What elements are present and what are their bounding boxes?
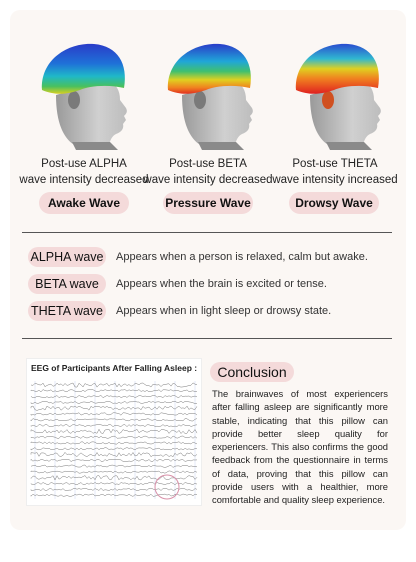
- conclusion-title: Conclusion: [210, 362, 294, 382]
- wave-label-alpha: ALPHA wave: [28, 247, 106, 267]
- theta-caption: [265, 156, 405, 188]
- eeg-title: EEG of Participants After Falling Asleep :: [31, 363, 198, 373]
- divider-bottom: [22, 338, 392, 339]
- beta-caption-line1: Post-use BETA: [169, 158, 247, 170]
- eeg-trace: [31, 442, 197, 444]
- beta-caption-line2: wave intensity decreased: [143, 174, 273, 186]
- wave-desc-beta: Appears when the brain is excited or tense.: [116, 278, 327, 290]
- eeg-trace: [31, 482, 197, 484]
- eeg-trace: [31, 401, 197, 403]
- eeg-chart-image: [26, 358, 202, 506]
- eeg-trace: [31, 452, 197, 456]
- eeg-trace: [31, 383, 197, 387]
- eeg-trace: [31, 471, 197, 473]
- theta-caption-line2: wave intensity increased: [272, 174, 398, 186]
- eeg-trace: [31, 396, 197, 398]
- stamp-icon: [155, 475, 179, 499]
- eeg-trace: [31, 488, 197, 490]
- head-illustrations: [0, 40, 416, 150]
- theta-head-illustration: [292, 40, 392, 150]
- beta-caption: [138, 156, 278, 188]
- pressure-wave-tag: Pressure Wave: [163, 192, 253, 214]
- eeg-trace: [31, 459, 197, 461]
- alpha-caption-line1: Post-use ALPHA: [41, 158, 127, 170]
- awake-wave-tag: Awake Wave: [39, 192, 129, 214]
- eeg-trace: [31, 406, 197, 410]
- eeg-trace: [31, 390, 197, 392]
- alpha-head-illustration: [38, 40, 138, 150]
- conclusion-text: The brainwaves of most experiencers after falling asleep are significantly more stable, indicating that this pillow can provide better sleep quality for experiencers. This also confirms the good feedback from the questionnaire in terms of data, proving that this pillow can provide users with a healthier, more comfortable and quality sleep experience.: [212, 388, 388, 506]
- eeg-trace: [31, 419, 197, 421]
- eeg-trace: [31, 413, 197, 415]
- drowsy-wave-tag: Drowsy Wave: [289, 192, 379, 214]
- eeg-trace: [31, 436, 197, 438]
- theta-caption-line1: Post-use THETA: [292, 158, 378, 170]
- eeg-traces: [27, 359, 201, 505]
- eeg-trace: [31, 465, 197, 467]
- eeg-trace: [31, 424, 197, 426]
- eeg-trace: [31, 494, 197, 496]
- wave-label-beta: BETA wave: [28, 274, 106, 294]
- alpha-caption: [14, 156, 154, 188]
- alpha-caption-line2: wave intensity decreased: [19, 174, 149, 186]
- eeg-trace: [31, 448, 197, 450]
- beta-head-illustration: [164, 40, 264, 150]
- wave-desc-alpha: Appears when a person is relaxed, calm but awake.: [116, 251, 368, 263]
- wave-desc-theta: Appears when in light sleep or drowsy state.: [116, 305, 332, 317]
- eeg-trace: [31, 429, 197, 433]
- divider-top: [22, 232, 392, 233]
- wave-label-theta: THETA wave: [28, 301, 106, 321]
